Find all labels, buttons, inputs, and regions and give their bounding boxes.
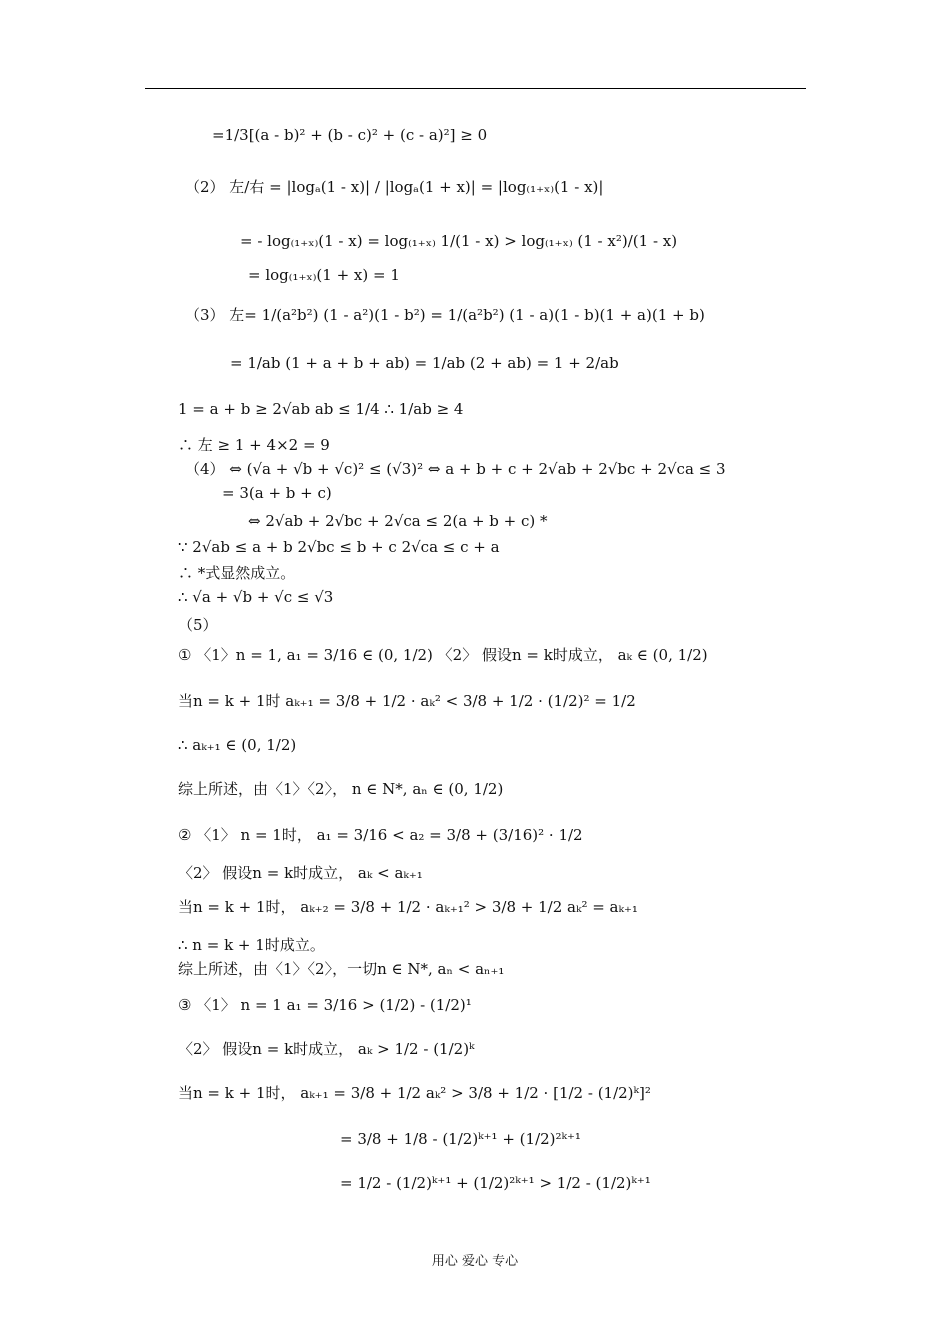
math-line: 〈2〉 假设n = k时成立， aₖ > 1/2 - (1/2)ᵏ xyxy=(178,1040,475,1058)
math-line: ① 〈1〉n = 1, a₁ = 3/16 ∈ (0, 1/2) 〈2〉 假设n = k时成立， aₖ ∈ (0, 1/2) xyxy=(178,646,708,664)
math-line: （5） xyxy=(178,616,218,634)
math-line: ∴ n = k + 1时成立。 xyxy=(178,936,325,954)
math-line: 〈2〉 假设n = k时成立， aₖ < aₖ₊₁ xyxy=(178,864,423,882)
math-line: ② 〈1〉 n = 1时， a₁ = 3/16 < a₂ = 3/8 + (3/16)² · 1/2 xyxy=(178,826,583,844)
math-line: 1 = a + b ≥ 2√ab ab ≤ 1/4 ∴ 1/ab ≥ 4 xyxy=(178,400,464,418)
page-footer: 用心 爱心 专心 xyxy=(431,1254,519,1269)
math-line: = 1/ab (1 + a + b + ab) = 1/ab (2 + ab) = 1 + 2/ab xyxy=(230,354,619,372)
math-line: ⇔ 2√ab + 2√bc + 2√ca ≤ 2(a + b + c) * xyxy=(248,512,548,530)
math-line: ∴ *式显然成立。 xyxy=(178,564,296,582)
math-line: = 1/2 - (1/2)ᵏ⁺¹ + (1/2)²ᵏ⁺¹ > 1/2 - (1/2)ᵏ⁺¹ xyxy=(340,1174,651,1192)
math-line: = 3/8 + 1/8 - (1/2)ᵏ⁺¹ + (1/2)²ᵏ⁺¹ xyxy=(340,1130,581,1148)
math-line: = - log₍₁₊ₓ₎(1 - x) = log₍₁₊ₓ₎ 1/(1 - x) > log₍₁₊ₓ₎ (1 - x²)/(1 - x) xyxy=(240,232,678,250)
math-line: = log₍₁₊ₓ₎(1 + x) = 1 xyxy=(248,266,400,284)
math-line: = 3(a + b + c) xyxy=(222,484,332,502)
math-line: （3） 左= 1/(a²b²) (1 - a²)(1 - b²) = 1/(a²b²) (1 - a)(1 - b)(1 + a)(1 + b) xyxy=(185,306,705,324)
math-line: ③ 〈1〉 n = 1 a₁ = 3/16 > (1/2) - (1/2)¹ xyxy=(178,996,472,1014)
math-line: 综上所述，由〈1〉〈2〉，一切n ∈ N*, aₙ < aₙ₊₁ xyxy=(178,960,505,978)
math-line: 综上所述，由〈1〉〈2〉， n ∈ N*, aₙ ∈ (0, 1/2) xyxy=(178,780,504,798)
header-rule xyxy=(145,88,806,89)
math-line: （4） ⇔ (√a + √b + √c)² ≤ (√3)² ⇔ a + b + c + 2√ab + 2√bc + 2√ca ≤ 3 xyxy=(185,460,726,478)
math-line: （2） 左/右 = |logₐ(1 - x)| / |logₐ(1 + x)| = |log₍₁₊ₓ₎(1 - x)| xyxy=(185,178,604,196)
math-line: 当n = k + 1时 aₖ₊₁ = 3/8 + 1/2 · aₖ² < 3/8 + 1/2 · (1/2)² = 1/2 xyxy=(178,692,636,710)
math-line: =1/3[(a - b)² + (b - c)² + (c - a)²] ≥ 0 xyxy=(212,126,488,144)
math-line: ∴ 左 ≥ 1 + 4×2 = 9 xyxy=(178,436,330,454)
math-line: 当n = k + 1时， aₖ₊₂ = 3/8 + 1/2 · aₖ₊₁² > 3/8 + 1/2 aₖ² = aₖ₊₁ xyxy=(178,898,638,916)
math-line: ∴ aₖ₊₁ ∈ (0, 1/2) xyxy=(178,736,297,754)
math-line: 当n = k + 1时， aₖ₊₁ = 3/8 + 1/2 aₖ² > 3/8 + 1/2 · [1/2 - (1/2)ᵏ]² xyxy=(178,1084,651,1102)
math-line: ∴ √a + √b + √c ≤ √3 xyxy=(178,588,334,606)
math-line: ∵ 2√ab ≤ a + b 2√bc ≤ b + c 2√ca ≤ c + a xyxy=(178,538,500,556)
